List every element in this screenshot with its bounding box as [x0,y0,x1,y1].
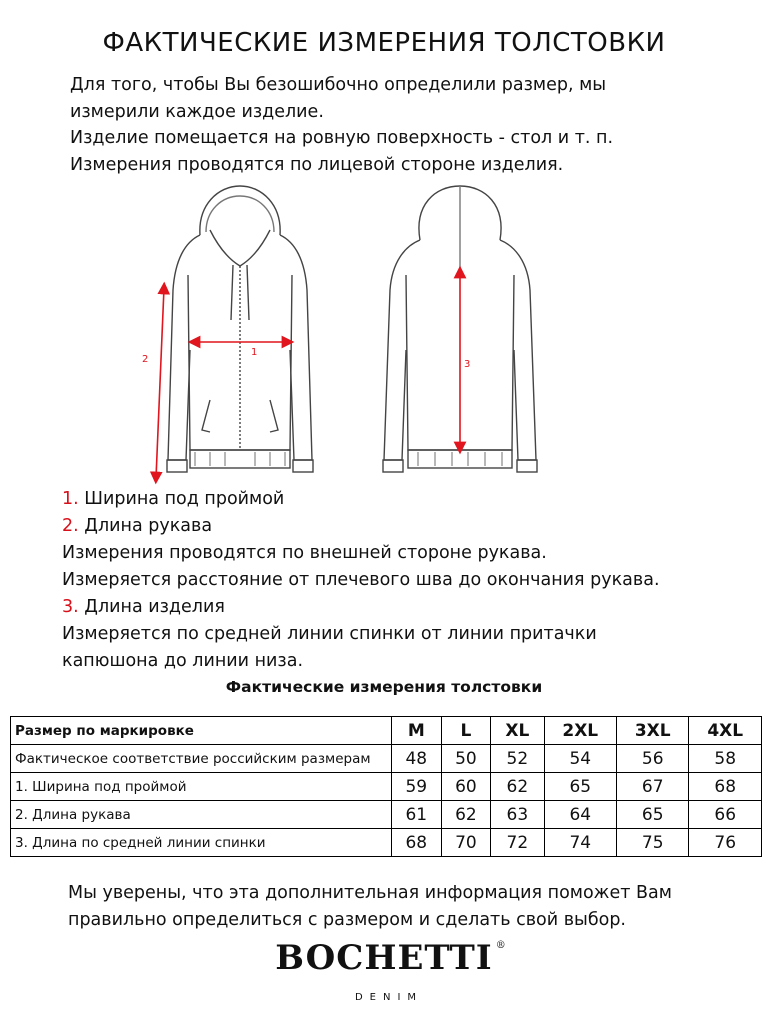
table-row-label: 3. Длина по средней линии спинки [11,829,392,857]
table-row [11,745,762,773]
legend-note: Измеряется расстояние от плечевого шва до окончания рукава. [62,570,660,590]
closing-text [68,880,748,934]
table-cell: 64 [544,801,616,829]
table-cell: 48 [392,745,442,773]
hoodie-diagram-svg [130,180,570,490]
closing-line: Мы уверены, что эта дополнительная информация поможет Вам [68,883,672,903]
legend-note: Измерения проводятся по внешней стороне рукава. [62,543,547,563]
table-cell: 58 [689,745,762,773]
brand-name-text: BOCHETTI [275,938,493,978]
legend-item-1 [62,486,742,513]
brand-logo [0,938,768,1003]
legend-note: капюшона до линии низа. [62,651,304,671]
table-row-label: 1. Ширина под проймой [11,773,392,801]
sleeve-measure-label: 2 [142,354,149,365]
legend-number: 1. [62,489,79,509]
table-row-label: 2. Длина рукава [11,801,392,829]
size-table [10,716,762,857]
table-cell: 68 [392,829,442,857]
table-cell: XL [491,717,544,745]
table-cell: 60 [441,773,491,801]
table-cell: 61 [392,801,442,829]
hoodie-front-illustration [167,186,313,472]
legend-item-3 [62,594,742,621]
brand-name [275,938,507,978]
table-cell: 3XL [617,717,689,745]
table-row [11,829,762,857]
table-cell: 50 [441,745,491,773]
legend-text: Длина рукава [84,516,213,536]
legend-number: 2. [62,516,79,536]
intro-line: Для того, чтобы Вы безошибочно определили размер, мы [70,75,607,95]
table-cell: 66 [689,801,762,829]
closing-line: правильно определиться с размером и сделать свой выбор. [68,910,626,930]
table-cell: 70 [441,829,491,857]
table-cell: 4XL [689,717,762,745]
legend-note: Измеряется по средней линии спинки от линии притачки [62,624,597,644]
table-header-row [11,717,762,745]
table-cell: 62 [491,773,544,801]
table-cell: 52 [491,745,544,773]
table-row-label: Фактическое соответствие российским размерам [11,745,392,773]
legend-number: 3. [62,597,79,617]
table-row [11,773,762,801]
table-cell: 76 [689,829,762,857]
table-cell: 63 [491,801,544,829]
page-title: ФАКТИЧЕСКИЕ ИЗМЕРЕНИЯ ТОЛСТОВКИ [102,28,666,58]
width-measure-label: 1 [251,347,258,358]
table-cell: 67 [617,773,689,801]
table-cell: L [441,717,491,745]
table-cell: 54 [544,745,616,773]
brand-subtitle: DENIM [354,992,424,1003]
intro-text [70,72,730,178]
legend-item-2 [62,513,742,540]
intro-line: Изделие помещается на ровную поверхность - стол и т. п. [70,128,614,148]
hoodie-diagram [130,180,570,490]
table-cell: 74 [544,829,616,857]
length-measure-label: 3 [464,359,471,370]
table-cell: 59 [392,773,442,801]
legend-text: Ширина под проймой [84,489,285,509]
table-cell: 75 [617,829,689,857]
registered-mark: ® [495,940,507,951]
table-cell: 56 [617,745,689,773]
sleeve-measure-arrow [156,288,164,478]
intro-line: Измерения проводятся по лицевой стороне изделия. [70,154,564,175]
table-row-label: Размер по маркировке [11,717,392,745]
table-cell: 65 [544,773,616,801]
table-cell: 65 [617,801,689,829]
table-row [11,801,762,829]
measurement-legend [62,486,742,675]
table-cell: M [392,717,442,745]
table-cell: 72 [491,829,544,857]
legend-text: Длина изделия [84,597,225,617]
table-title: Фактические измерения толстовки [225,678,543,696]
table-cell: 62 [441,801,491,829]
table-cell: 2XL [544,717,616,745]
table-cell: 68 [689,773,762,801]
intro-line: измерили каждое изделие. [70,101,324,122]
